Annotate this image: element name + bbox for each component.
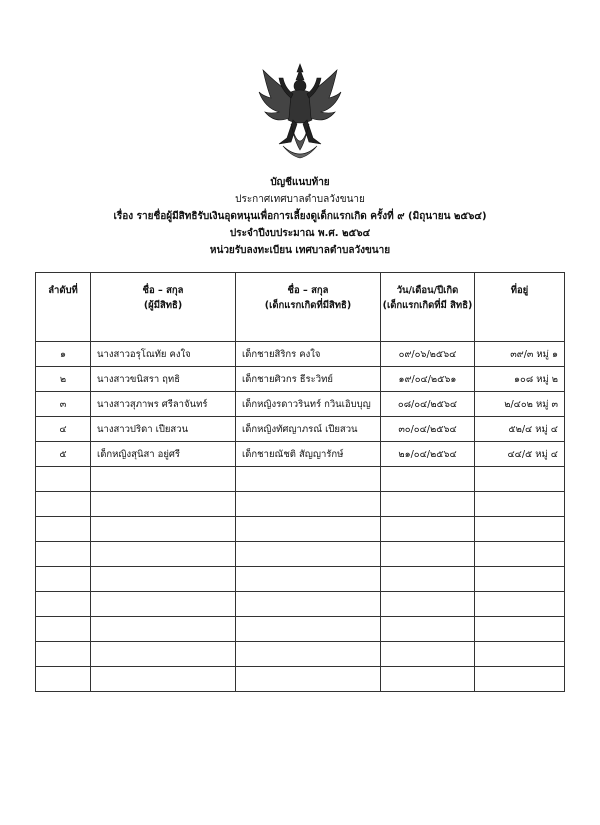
empty-cell	[475, 542, 565, 567]
empty-cell	[381, 592, 475, 617]
empty-cell	[475, 592, 565, 617]
cell-parent-name: นางสาวอรุโณทัย คงใจ	[91, 342, 236, 367]
empty-cell	[381, 517, 475, 542]
annex-title: บัญชีแนบท้าย	[270, 177, 330, 188]
empty-table-row	[36, 542, 565, 567]
header-child-name: ชื่อ – สกุล (เด็กแรกเกิดที่มีสิทธิ)	[236, 273, 381, 342]
cell-parent-name: นางสาวปริดา เปียสวน	[91, 417, 236, 442]
empty-cell	[36, 617, 91, 642]
empty-cell	[236, 592, 381, 617]
empty-cell	[475, 567, 565, 592]
cell-birth-date: ๑๙/๐๔/๒๕๖๑	[381, 367, 475, 392]
table-row	[36, 342, 565, 367]
empty-cell	[91, 642, 236, 667]
empty-cell	[381, 667, 475, 692]
empty-cell	[236, 492, 381, 517]
empty-cell	[36, 667, 91, 692]
cell-address: ๑๐๘ หมู่ ๒	[475, 367, 565, 392]
cell-birth-date: ๓๐/๐๔/๒๕๖๔	[381, 417, 475, 442]
cell-no: ๑	[36, 342, 91, 367]
empty-cell	[36, 492, 91, 517]
cell-no: ๓	[36, 392, 91, 417]
empty-cell	[91, 617, 236, 642]
cell-parent-name: เด็กหญิงสุนิสา อยู่ศรี	[91, 442, 236, 467]
header-no: ลำดับที่	[36, 273, 91, 342]
cell-birth-date: ๒๑/๐๔/๒๕๖๔	[381, 442, 475, 467]
cell-child-name: เด็กชายสิริกร คงใจ	[236, 342, 381, 367]
empty-cell	[381, 642, 475, 667]
cell-child-name: เด็กหญิงรดาวรินทร์ กวินเอิบบุญ	[236, 392, 381, 417]
empty-cell	[91, 567, 236, 592]
cell-address: ๕๒/๔ หมู่ ๔	[475, 417, 565, 442]
fiscal-year-line: ประจำปีงบประมาณ พ.ศ. ๒๕๖๔	[229, 228, 371, 239]
empty-cell	[475, 667, 565, 692]
cell-parent-name: นางสาวสุภาพร ศรีลาจันทร์	[91, 392, 236, 417]
empty-cell	[381, 542, 475, 567]
empty-cell	[236, 517, 381, 542]
header-parent-name: ชื่อ – สกุล (ผู้มีสิทธิ)	[91, 273, 236, 342]
cell-address: ๒/๔๐๒ หมู่ ๓	[475, 392, 565, 417]
empty-cell	[236, 642, 381, 667]
empty-table-row	[36, 667, 565, 692]
empty-cell	[36, 642, 91, 667]
document-heading	[0, 174, 600, 259]
empty-cell	[91, 542, 236, 567]
cell-no: ๕	[36, 442, 91, 467]
empty-cell	[381, 567, 475, 592]
empty-cell	[475, 642, 565, 667]
table-row	[36, 417, 565, 442]
garuda-emblem	[257, 62, 343, 162]
empty-cell	[475, 467, 565, 492]
empty-cell	[91, 667, 236, 692]
empty-table-row	[36, 567, 565, 592]
table-row	[36, 442, 565, 467]
cell-no: ๔	[36, 417, 91, 442]
empty-table-row	[36, 517, 565, 542]
cell-child-name: เด็กชายศิวกร ธีระวิทย์	[236, 367, 381, 392]
empty-cell	[91, 492, 236, 517]
announcement-title: ประกาศเทศบาลตำบลวังขนาย	[235, 194, 365, 205]
empty-cell	[236, 617, 381, 642]
empty-table-row	[36, 467, 565, 492]
empty-cell	[236, 467, 381, 492]
empty-cell	[91, 517, 236, 542]
table-row	[36, 392, 565, 417]
cell-address: ๓๙/๓ หมู่ ๑	[475, 342, 565, 367]
table-row	[36, 367, 565, 392]
cell-no: ๒	[36, 367, 91, 392]
table-header-row	[36, 273, 565, 342]
empty-cell	[475, 617, 565, 642]
cell-address: ๔๔/๕ หมู่ ๔	[475, 442, 565, 467]
empty-cell	[91, 592, 236, 617]
cell-birth-date: ๐๙/๐๖/๒๕๖๔	[381, 342, 475, 367]
cell-child-name: เด็กหญิงทัศญาภรณ์ เปียสวน	[236, 417, 381, 442]
empty-cell	[381, 617, 475, 642]
empty-cell	[36, 592, 91, 617]
registration-unit-line: หน่วยรับลงทะเบียน เทศบาลตำบลวังขนาย	[209, 245, 391, 256]
empty-cell	[36, 567, 91, 592]
empty-table-row	[36, 617, 565, 642]
empty-cell	[36, 467, 91, 492]
header-birth-date: วัน/เดือน/ปีเกิด (เด็กแรกเกิดที่มี สิทธิ)	[381, 273, 475, 342]
subject-line: เรื่อง รายชื่อผู้มีสิทธิรับเงินอุดหนุนเพื่อการเลี้ยงดูเด็กแรกเกิด ครั้งที่ ๙ (มิถุนายน ๒๕๖๔)	[113, 211, 487, 222]
cell-child-name: เด็กชายณัชติ สัญญารักษ์	[236, 442, 381, 467]
empty-cell	[381, 492, 475, 517]
empty-cell	[381, 467, 475, 492]
beneficiary-table	[35, 272, 565, 692]
empty-table-row	[36, 592, 565, 617]
empty-cell	[475, 517, 565, 542]
header-address: ที่อยู่	[475, 273, 565, 342]
empty-table-row	[36, 642, 565, 667]
empty-cell	[36, 517, 91, 542]
empty-cell	[91, 467, 236, 492]
cell-birth-date: ๐๘/๐๔/๒๕๖๔	[381, 392, 475, 417]
empty-cell	[236, 667, 381, 692]
empty-cell	[475, 492, 565, 517]
empty-cell	[236, 542, 381, 567]
empty-cell	[36, 542, 91, 567]
cell-parent-name: นางสาวขนิสรา ฤทธิ	[91, 367, 236, 392]
empty-cell	[236, 567, 381, 592]
empty-table-row	[36, 492, 565, 517]
